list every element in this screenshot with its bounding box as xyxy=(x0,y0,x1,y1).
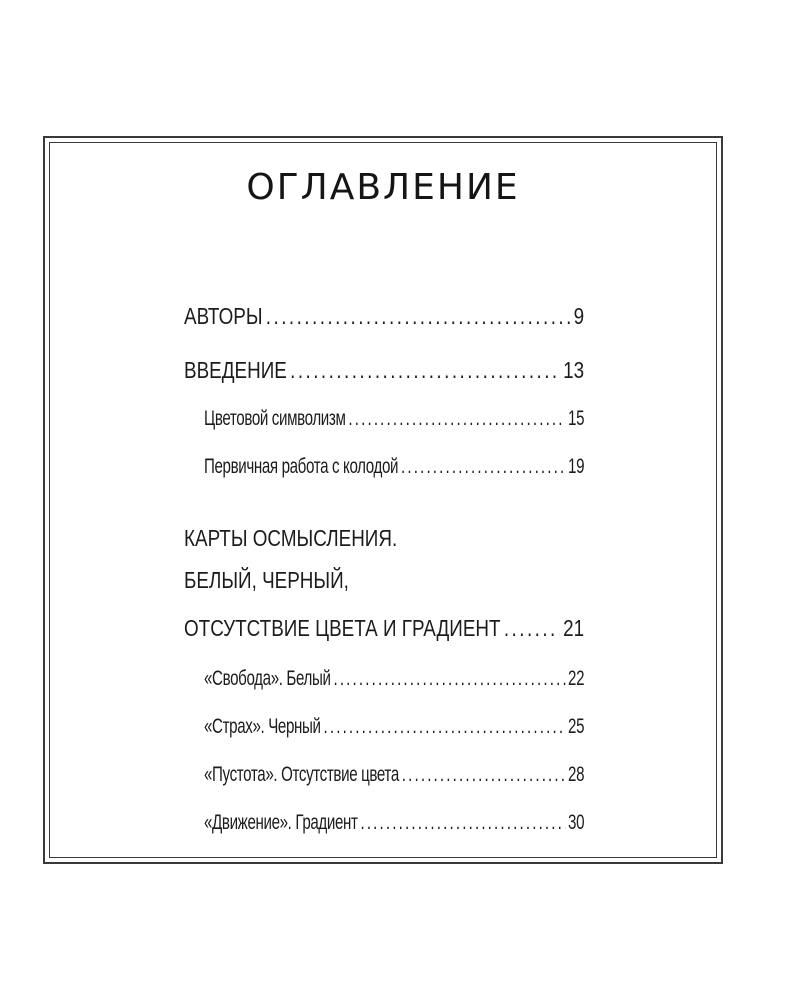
toc-entry-emptiness[interactable] xyxy=(204,763,584,787)
toc-entry-intro[interactable] xyxy=(184,357,584,384)
dot-leader xyxy=(360,811,565,835)
toc-inner-border xyxy=(49,142,717,858)
toc-entry-label: ВВЕДЕНИЕ xyxy=(184,357,287,383)
dot-leader xyxy=(402,763,565,787)
toc-entry-page: 28 xyxy=(568,763,585,786)
toc-entry-first-work[interactable] xyxy=(204,455,584,479)
page-title: ОГЛАВЛЕНИЕ xyxy=(246,167,520,208)
dot-leader xyxy=(333,667,565,691)
dot-leader xyxy=(504,615,560,642)
toc-entry-label: Цветовой символизм xyxy=(204,407,346,430)
dot-leader xyxy=(401,455,565,479)
dot-leader xyxy=(266,303,571,330)
toc-entry-label: «Движение». Градиент xyxy=(204,811,358,834)
toc-entry-movement[interactable] xyxy=(204,811,584,835)
toc-entry-page: 19 xyxy=(568,455,585,478)
toc-entry-label: «Страх». Черный xyxy=(204,715,321,738)
toc-entry-cards[interactable] xyxy=(184,615,584,642)
toc-entry-label: «Пустота». Отсутствие цвета xyxy=(204,763,399,786)
toc-entry-page: 15 xyxy=(568,407,585,430)
dot-leader xyxy=(323,715,565,739)
toc-entry-page: 21 xyxy=(563,615,585,641)
toc-frame xyxy=(43,136,723,864)
toc-entry-freedom[interactable] xyxy=(204,667,584,691)
toc-entry-page: 13 xyxy=(563,357,585,383)
toc-entry-page: 25 xyxy=(568,715,585,738)
toc-entry-label: АВТОРЫ xyxy=(184,303,263,329)
toc-entry-label: ОТСУТСТВИЕ ЦВЕТА И ГРАДИЕНТ xyxy=(184,615,501,641)
dot-leader xyxy=(348,407,565,431)
toc-section-title-line-2: БЕЛЫЙ, ЧЕРНЫЙ, xyxy=(184,567,349,593)
toc-entry-label: «Свобода». Белый xyxy=(204,667,331,690)
dot-leader xyxy=(290,357,560,384)
toc-entry-authors[interactable] xyxy=(184,303,584,330)
toc-entry-fear[interactable] xyxy=(204,715,584,739)
toc-entry-page: 30 xyxy=(568,811,585,834)
toc-entry-color-symbolism[interactable] xyxy=(204,407,584,431)
toc-entry-page: 9 xyxy=(573,303,585,329)
toc-section-title-line-1: КАРТЫ ОСМЫСЛЕНИЯ. xyxy=(184,525,398,551)
toc-entry-page: 22 xyxy=(568,667,585,690)
toc-entry-label: Первичная работа с колодой xyxy=(204,455,399,478)
